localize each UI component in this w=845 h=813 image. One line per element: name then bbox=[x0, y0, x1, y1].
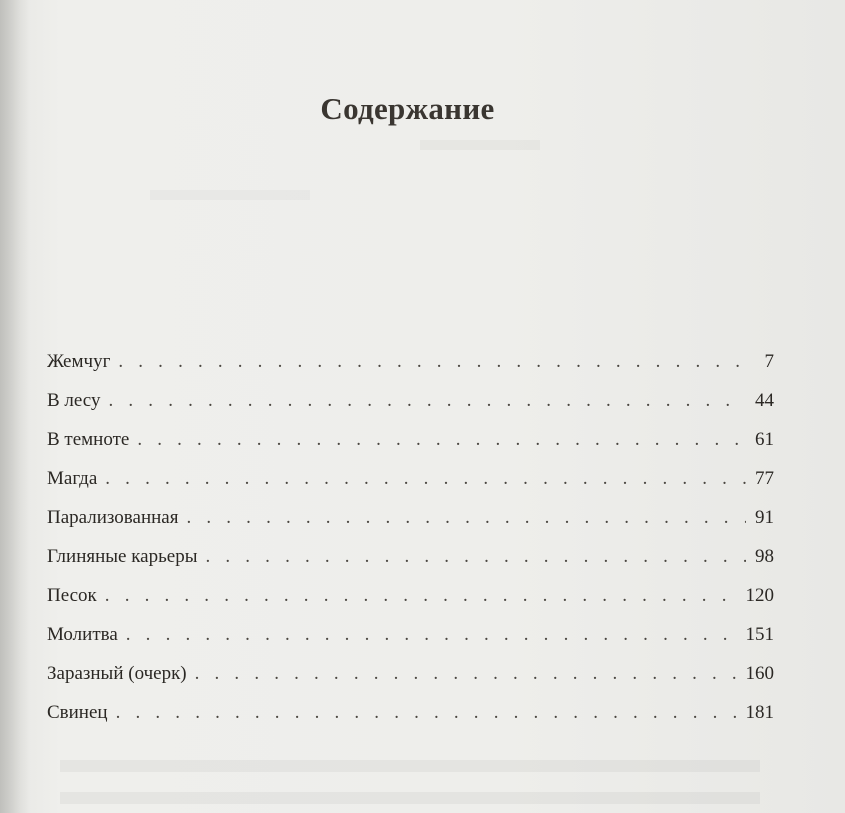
dot-leader bbox=[186, 498, 746, 537]
toc-entry-page: 98 bbox=[755, 546, 774, 567]
toc-entry-title: Песок bbox=[47, 585, 97, 606]
dot-leader bbox=[105, 459, 746, 498]
dot-leader bbox=[118, 342, 746, 381]
toc-entry bbox=[47, 576, 774, 615]
toc-entry bbox=[47, 693, 774, 732]
toc-entry bbox=[47, 420, 774, 459]
bleed-through-mark bbox=[60, 792, 760, 804]
toc-entry-page: 61 bbox=[755, 429, 774, 450]
toc-entry-title: Заразный (очерк) bbox=[47, 663, 187, 684]
bleed-through-mark bbox=[420, 140, 540, 150]
toc-entry-title: В темноте bbox=[47, 429, 130, 450]
toc-entry-page: 160 bbox=[745, 663, 774, 684]
toc-entry bbox=[47, 615, 774, 654]
dot-leader bbox=[116, 693, 738, 732]
dot-leader bbox=[195, 654, 738, 693]
toc-entry-title: Молитва bbox=[47, 624, 118, 645]
toc-entry bbox=[47, 459, 774, 498]
toc-entry-page: 7 bbox=[764, 351, 774, 372]
toc-entry-page: 181 bbox=[745, 702, 774, 723]
toc-entry bbox=[47, 381, 774, 420]
bleed-through-mark bbox=[60, 760, 760, 772]
dot-leader bbox=[137, 420, 746, 459]
dot-leader bbox=[205, 537, 746, 576]
toc-entry-page: 77 bbox=[755, 468, 774, 489]
toc-entry-page: 151 bbox=[745, 624, 774, 645]
toc-entry-title: В лесу bbox=[47, 390, 101, 411]
dot-leader bbox=[105, 576, 738, 615]
toc-entry-title: Свинец bbox=[47, 702, 108, 723]
toc-entry-title: Жемчуг bbox=[47, 351, 111, 372]
toc-entry-title: Парализованная bbox=[47, 507, 179, 528]
toc-entry-page: 120 bbox=[745, 585, 774, 606]
page-title: Содержание bbox=[320, 90, 495, 126]
toc-entry-title: Магда bbox=[47, 468, 98, 489]
toc-entry-page: 91 bbox=[755, 507, 774, 528]
toc-entry bbox=[47, 537, 774, 576]
toc-entry-page: 44 bbox=[755, 390, 774, 411]
dot-leader bbox=[109, 381, 747, 420]
dot-leader bbox=[126, 615, 738, 654]
toc-entry-title: Глиняные карьеры bbox=[47, 546, 198, 567]
bleed-through-mark bbox=[150, 190, 310, 200]
table-of-contents bbox=[47, 342, 774, 732]
toc-entry bbox=[47, 342, 774, 381]
toc-entry bbox=[47, 654, 774, 693]
toc-entry bbox=[47, 498, 774, 537]
